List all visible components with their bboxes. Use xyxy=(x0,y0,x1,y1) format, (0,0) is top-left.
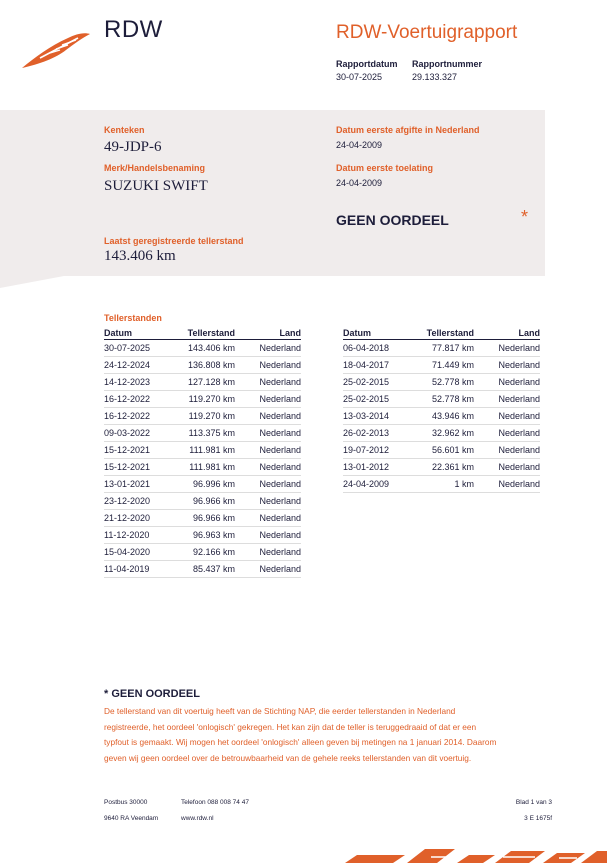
column-header-country: Land xyxy=(474,327,540,340)
note-heading xyxy=(104,688,200,700)
reading-date: 11-12-2020 xyxy=(104,527,166,544)
reading-value: 96.996 km xyxy=(166,476,235,493)
rdw-logo-icon xyxy=(20,28,92,70)
reading-value: 32.962 km xyxy=(405,425,474,442)
first-issue-nl-value: 24-04-2009 xyxy=(336,140,383,150)
table-row xyxy=(343,340,540,357)
reading-date: 18-04-2017 xyxy=(343,357,405,374)
reading-value: 77.817 km xyxy=(405,340,474,357)
column-header-country: Land xyxy=(235,327,301,340)
make-value: SUZUKI SWIFT xyxy=(104,178,208,194)
report-title: RDW-Voertuigrapport xyxy=(336,22,518,43)
reading-value: 96.966 km xyxy=(166,510,235,527)
reading-value: 127.128 km xyxy=(166,374,235,391)
report-date-label: Rapportdatum xyxy=(336,59,398,69)
note-body xyxy=(104,704,559,766)
last-reading-label: Laatst geregistreerde tellerstand xyxy=(104,236,244,246)
table-row xyxy=(343,357,540,374)
reading-date: 14-12-2023 xyxy=(104,374,166,391)
table-header-row xyxy=(343,327,540,340)
reading-country: Nederland xyxy=(235,527,301,544)
report-number: 29.133.327 xyxy=(412,72,458,82)
first-admission-label: Datum eerste toelating xyxy=(336,163,434,173)
reading-value: 52.778 km xyxy=(405,391,474,408)
reading-country: Nederland xyxy=(235,374,301,391)
reading-date: 11-04-2019 xyxy=(104,561,166,578)
verdict-asterisk: * xyxy=(521,207,529,227)
table-row xyxy=(104,357,301,374)
readings-table-left xyxy=(104,327,301,578)
reading-date: 16-12-2022 xyxy=(104,391,166,408)
reading-value: 143.406 km xyxy=(166,340,235,357)
footer-postbus: Postbus 30000 xyxy=(104,799,148,806)
reading-value: 1 km xyxy=(405,476,474,493)
reading-date: 24-12-2024 xyxy=(104,357,166,374)
table-row xyxy=(343,459,540,476)
reading-date: 25-02-2015 xyxy=(343,374,405,391)
reading-value: 92.166 km xyxy=(166,544,235,561)
table-row xyxy=(343,442,540,459)
reading-country: Nederland xyxy=(235,510,301,527)
reading-country: Nederland xyxy=(235,561,301,578)
reading-country: Nederland xyxy=(235,442,301,459)
first-admission-value: 24-04-2009 xyxy=(336,178,383,188)
plate-label: Kenteken xyxy=(104,125,145,135)
reading-date: 09-03-2022 xyxy=(104,425,166,442)
reading-value: 111.981 km xyxy=(166,442,235,459)
odometer-verdict: GEEN OORDEEL xyxy=(336,212,449,228)
table-row xyxy=(104,425,301,442)
table-row xyxy=(104,544,301,561)
reading-value: 119.270 km xyxy=(166,391,235,408)
column-header-date: Datum xyxy=(104,327,166,340)
reading-country: Nederland xyxy=(474,476,540,493)
table-row xyxy=(104,493,301,510)
footer-city: 9640 RA Veendam xyxy=(104,815,159,822)
table-row xyxy=(104,391,301,408)
table-row xyxy=(104,561,301,578)
reading-date: 23-12-2020 xyxy=(104,493,166,510)
footer-phone: Telefoon 088 008 74 47 xyxy=(181,799,249,806)
reading-value: 119.270 km xyxy=(166,408,235,425)
reading-date: 15-04-2020 xyxy=(104,544,166,561)
footer-document-code: 3 E 1675f xyxy=(524,815,552,822)
reading-country: Nederland xyxy=(235,459,301,476)
reading-value: 22.361 km xyxy=(405,459,474,476)
reading-country: Nederland xyxy=(235,357,301,374)
note-line: De tellerstand van dit voertuig heeft van de Stichting NAP, die eerder tellerstanden in Nederland xyxy=(104,706,456,716)
table-row xyxy=(343,391,540,408)
table-row xyxy=(104,459,301,476)
first-issue-nl-label: Datum eerste afgifte in Nederland xyxy=(336,125,480,135)
reading-value: 85.437 km xyxy=(166,561,235,578)
readings-table-right xyxy=(343,327,540,493)
reading-date: 24-04-2009 xyxy=(343,476,405,493)
table-row xyxy=(104,408,301,425)
reading-value: 52.778 km xyxy=(405,374,474,391)
table-row xyxy=(104,340,301,357)
reading-country: Nederland xyxy=(474,340,540,357)
reading-date: 15-12-2021 xyxy=(104,459,166,476)
table-row xyxy=(104,510,301,527)
reading-country: Nederland xyxy=(235,340,301,357)
reading-value: 96.966 km xyxy=(166,493,235,510)
table-row xyxy=(343,374,540,391)
note-line: geven wij geen oordeel over de betrouwbaarheid van de gehele reeks tellerstanden van dit voertuig. xyxy=(104,752,472,763)
last-reading-value: 143.406 km xyxy=(104,248,176,264)
reading-date: 25-02-2015 xyxy=(343,391,405,408)
report-date: 30-07-2025 xyxy=(336,72,383,82)
reading-date: 13-01-2012 xyxy=(343,459,405,476)
table-row xyxy=(104,476,301,493)
reading-value: 56.601 km xyxy=(405,442,474,459)
note-asterisk: * xyxy=(104,688,109,700)
table-row xyxy=(104,442,301,459)
readings-body-left xyxy=(104,340,301,578)
brand-name: RDW xyxy=(104,16,163,43)
plate-value: 49-JDP-6 xyxy=(104,139,162,155)
panel-notch xyxy=(0,276,64,288)
reading-date: 26-02-2013 xyxy=(343,425,405,442)
reading-date: 15-12-2021 xyxy=(104,442,166,459)
readings-body-right xyxy=(343,340,540,493)
reading-value: 111.981 km xyxy=(166,459,235,476)
reading-country: Nederland xyxy=(474,357,540,374)
reading-country: Nederland xyxy=(474,459,540,476)
make-label: Merk/Handelsbenaming xyxy=(104,163,206,173)
reading-country: Nederland xyxy=(235,493,301,510)
note-line: typfout is gemaakt. Wij mogen het oordeel 'onlogisch' alleen geven bij metingen na 1 januari 2014. Daarom xyxy=(104,737,497,747)
note-line: registreerde, het oordeel 'onlogisch' gekregen. Het kan zijn dat de teller is teruggedraaid of dat er een xyxy=(104,721,477,732)
reading-date: 30-07-2025 xyxy=(104,340,166,357)
table-row xyxy=(343,408,540,425)
table-row xyxy=(343,425,540,442)
footer-stripes-decoration xyxy=(345,845,607,863)
table-row xyxy=(104,527,301,544)
reading-country: Nederland xyxy=(474,374,540,391)
footer-website[interactable]: www.rdw.nl xyxy=(181,815,214,822)
reading-date: 16-12-2022 xyxy=(104,408,166,425)
reading-date: 13-01-2021 xyxy=(104,476,166,493)
readings-section-title: Tellerstanden xyxy=(104,313,162,323)
reading-date: 06-04-2018 xyxy=(343,340,405,357)
reading-date: 13-03-2014 xyxy=(343,408,405,425)
reading-value: 96.963 km xyxy=(166,527,235,544)
reading-country: Nederland xyxy=(235,391,301,408)
reading-country: Nederland xyxy=(235,544,301,561)
reading-value: 71.449 km xyxy=(405,357,474,374)
reading-date: 19-07-2012 xyxy=(343,442,405,459)
table-header-row xyxy=(104,327,301,340)
reading-value: 113.375 km xyxy=(166,425,235,442)
reading-country: Nederland xyxy=(474,425,540,442)
reading-country: Nederland xyxy=(235,476,301,493)
column-header-reading: Tellerstand xyxy=(166,327,235,340)
reading-country: Nederland xyxy=(474,408,540,425)
footer-page-number: Blad 1 van 3 xyxy=(515,799,552,806)
reading-country: Nederland xyxy=(235,408,301,425)
reading-country: Nederland xyxy=(474,442,540,459)
column-header-date: Datum xyxy=(343,327,405,340)
reading-country: Nederland xyxy=(235,425,301,442)
reading-date: 21-12-2020 xyxy=(104,510,166,527)
column-header-reading: Tellerstand xyxy=(405,327,474,340)
reading-value: 136.808 km xyxy=(166,357,235,374)
note-title: GEEN OORDEEL xyxy=(111,688,200,700)
reading-country: Nederland xyxy=(474,391,540,408)
table-row xyxy=(104,374,301,391)
reading-value: 43.946 km xyxy=(405,408,474,425)
table-row xyxy=(343,476,540,493)
report-number-label: Rapportnummer xyxy=(412,59,483,69)
